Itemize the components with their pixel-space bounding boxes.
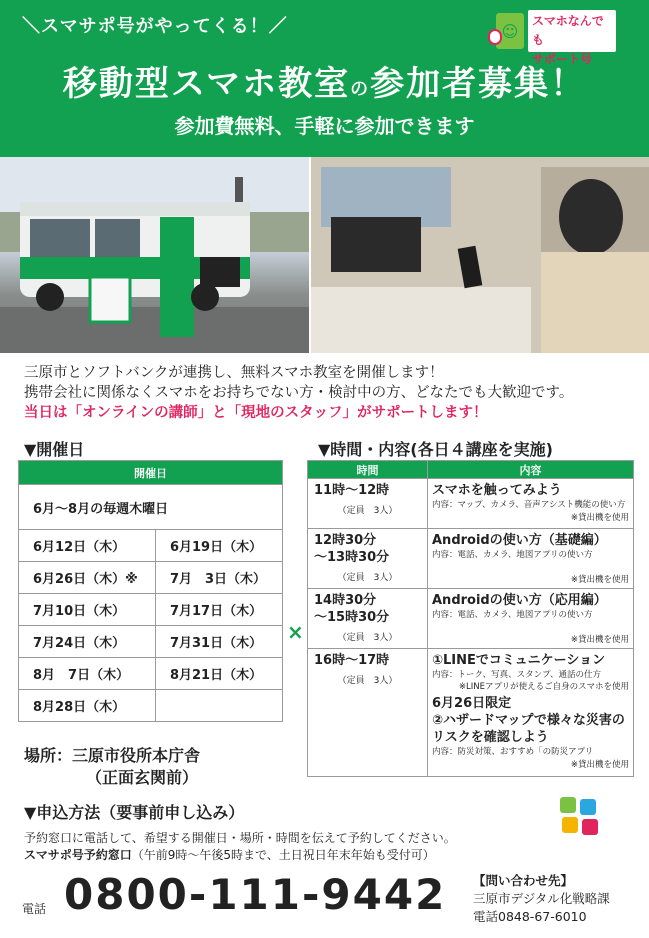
apply-instructions: 予約窓口に電話して、希望する開催日・場所・時間を伝えて予約してください。 スマサポ号予約窓口（午前9時～午後5時まで、土日祝日年末年始も受付可） [24,831,456,862]
page-subtitle: 参加費無料、手軽に参加できます [174,114,475,138]
schedule-title: ▼開催日 [24,440,85,459]
capacity: （定員 3人） [337,633,398,643]
time-slot: 12時30分 ～13時30分 [314,533,390,565]
course-title: スマホを触ってみよう [432,483,562,498]
schedule-summary: 6月～8月の毎週木曜日 [19,485,283,530]
cross-mark: × [287,620,304,644]
own-phone-note: ※LINEアプリが使えるご自身のスマホを使用 [458,682,629,692]
times-title: ▼時間・内容(各日４講座を実施) [318,440,553,459]
date-cell: 7月17日（木） [155,594,282,626]
digital-strategy-logo-icon [556,795,602,853]
date-cell: 6月26日（木）※ [19,562,156,594]
apply-title: ▼申込方法（要事前申し込み） [24,803,245,822]
course-desc: 内容：トーク、写真、スタンプ、通話の仕方 [432,670,601,680]
lesson-photo [311,157,649,353]
photo-strip [0,157,649,353]
phone-number[interactable]: 0800-111-9442 [64,870,447,919]
loan-note: ※貸出機を使用 [570,760,629,770]
date-cell: 6月12日（木） [19,530,156,562]
capacity: （定員 3人） [337,573,398,583]
loan-note: ※貸出機を使用 [570,575,629,585]
time-slot: 16時～17時 [314,653,390,668]
date-cell: 8月28日（木） [19,690,156,722]
capacity: （定員 3人） [337,676,398,686]
tagline: ＼スマサポ号がやってくる！／ [22,16,288,37]
loan-note: ※貸出機を使用 [570,513,629,523]
logo-text: スマホなんでも サポート号 [528,10,616,52]
times-table [307,460,634,777]
date-cell: 7月31日（木） [155,626,282,658]
page-title: 移動型スマホ教室の参加者募集！ [62,64,587,104]
course-title-hazard: ②ハザードマップで様々な災害のリスクを確認しよう [432,713,625,745]
course-desc: 内容：電話、カメラ、地図アプリの使い方 [432,550,593,560]
date-cell [155,690,282,722]
header-banner [0,0,649,157]
date-cell: 7月10日（木） [19,594,156,626]
schedule-header: 開催日 [19,461,283,485]
phone-label: 電話 [22,902,47,916]
venue: 場所：三原市役所本庁舎 （正面玄関前） [24,746,201,787]
date-cell: 6月19日（木） [155,530,282,562]
loan-note: ※貸出機を使用 [570,635,629,645]
course-title: Androidの使い方（応用編） [432,593,607,608]
date-cell: 7月24日（木） [19,626,156,658]
smasapo-logo [496,10,618,66]
bus-photo [0,157,309,353]
course-title: Androidの使い方（基礎編） [432,533,607,548]
course-desc: 内容：防災対策、おすすめ「の防災アプリ [432,747,594,757]
col-content: 内容 [428,461,634,479]
contact-phone: 電話0848-67-6010 [473,909,587,924]
date-cell: 8月 7日（木） [19,658,156,690]
col-time: 時間 [308,461,428,479]
schedule-table [18,460,283,722]
smartphone-mascot-icon: ☺ [496,13,524,49]
intro-text: 三原市とソフトバンクが連携し、無料スマホ教室を開催します！ 携帯会社に関係なくスマホをお持ちでない方・検討中の方、どなたでも大歓迎です。 当日は「オンラインの講師」と「現地のスタッフ」がサポートします！ [24,365,574,421]
time-slot: 14時30分 ～15時30分 [314,593,390,625]
limited-date: 6月26日限定 [432,696,512,711]
capacity: （定員 3人） [337,506,398,516]
contact-info: 【問い合わせ先】 三原市デジタル化戦略課 電話0848-67-6010 [473,873,610,924]
course-title: ①LINEでコミュニケーション [432,653,606,668]
course-desc: 内容：マップ、カメラ、音声アシスト機能の使い方 [432,500,626,510]
date-cell: 8月21日（木） [155,658,282,690]
time-slot: 11時～12時 [314,483,390,498]
course-desc: 内容：電話、カメラ、地図アプリの使い方 [432,610,593,620]
date-cell: 7月 3日（木） [155,562,282,594]
